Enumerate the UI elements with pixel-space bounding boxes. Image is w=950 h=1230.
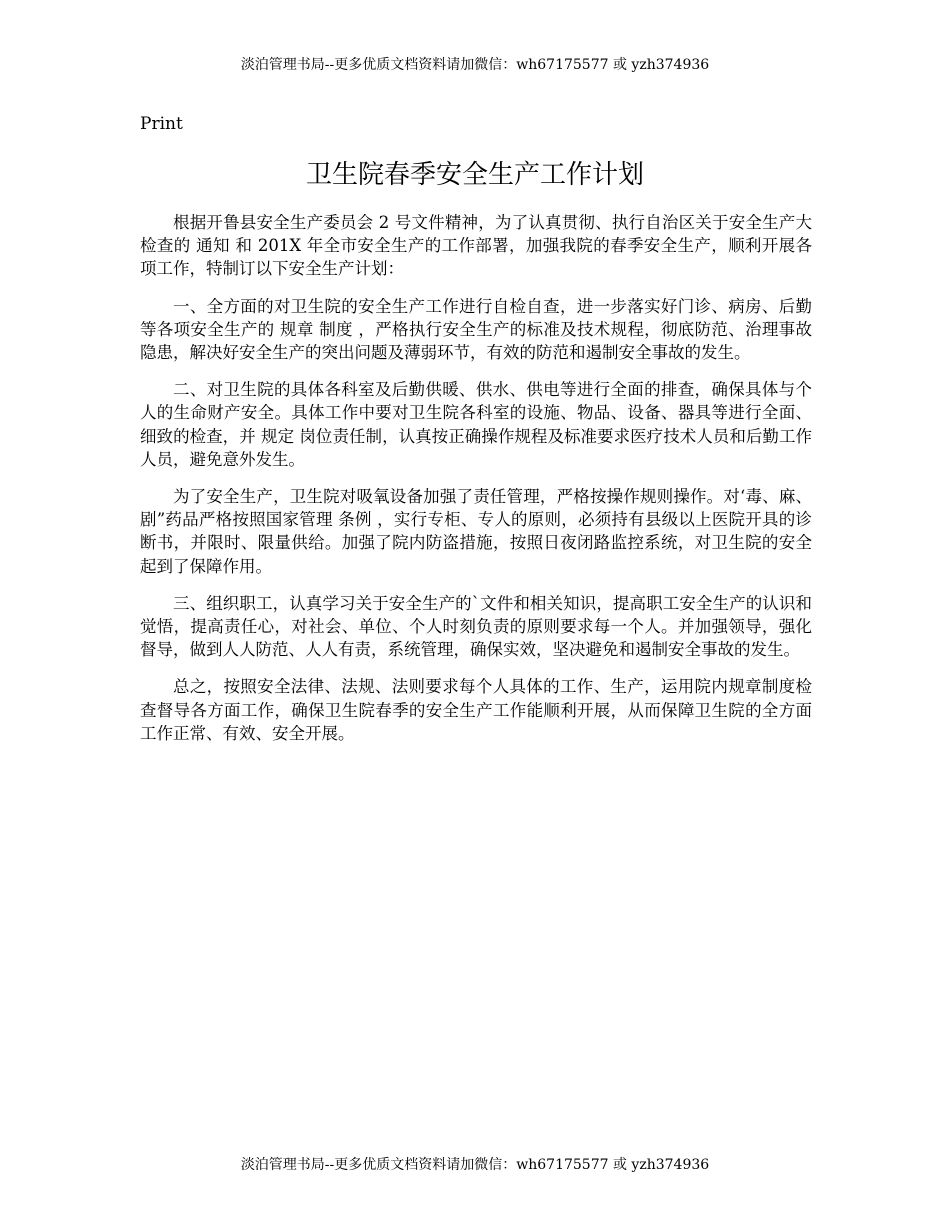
paragraph-item-1: 一、全方面的对卫生院的安全生产工作进行自检自查，进一步落实好门诊、病房、后勤等各项安全生产的 规章 制度 ，严格执行安全生产的标准及技术规程，彻底防范、治理事故隐患，解决好安全生产的突出问题及薄弱环节，有效的防范和遏制安全事故的发生。 bbox=[140, 296, 812, 363]
paragraph-item-3: 三、组织职工，认真学习关于安全生产的`文件和相关知识，提高职工安全生产的认识和觉悟，提高责任心，对社会、单位、个人时刻负责的原则要求每一个人。并加强领导，强化督导，做到人人防范、人人有责，系统管理，确保实效，坚决避免和遏制安全事故的发生。 bbox=[140, 593, 812, 660]
paragraph-oxygen-drugs: 为了安全生产，卫生院对吸氧设备加强了责任管理，严格按操作规则操作。对‘毒、麻、剧”药品严格按照国家管理 条例 ，实行专柜、专人的原则，必须持有县级以上医院开具的诊断书，并限时、限量供给。加强了院内防盗措施，按照日夜闭路监控系统，对卫生院的安全起到了保障作用。 bbox=[140, 487, 812, 576]
document-body bbox=[140, 211, 812, 759]
print-label: Print bbox=[140, 114, 183, 134]
paragraph-intro: 根据开鲁县安全生产委员会 2 号文件精神，为了认真贯彻、执行自治区关于安全生产大检查的 通知 和 201X 年全市安全生产的工作部署，加强我院的春季安全生产，顺利开展各项工作，特制订以下安全生产计划： bbox=[140, 213, 812, 279]
page-header-note: 淡泊管理书局--更多优质文档资料请加微信：wh67175577 或 yzh374936 bbox=[240, 57, 710, 73]
page-footer-note: 淡泊管理书局--更多优质文档资料请加微信：wh67175577 或 yzh374936 bbox=[240, 1157, 710, 1173]
document-title: 卫生院春季安全生产工作计划 bbox=[305, 160, 644, 190]
paragraph-summary: 总之，按照安全法律、法规、法则要求每个人具体的工作、生产，运用院内规章制度检查督导各方面工作，确保卫生院春季的安全生产工作能顺利开展，从而保障卫生院的全方面工作正常、有效、安全开展。 bbox=[140, 677, 812, 743]
paragraph-item-2: 二、对卫生院的具体各科室及后勤供暖、供水、供电等进行全面的排查，确保具体与个人的生命财产安全。具体工作中要对卫生院各科室的设施、物品、设备、器具等进行全面、细致的检查，并 规定 岗位责任制，认真按正确操作规程及标准要求医疗技术人员和后勤工作人员，避免意外发生。 bbox=[140, 380, 812, 469]
